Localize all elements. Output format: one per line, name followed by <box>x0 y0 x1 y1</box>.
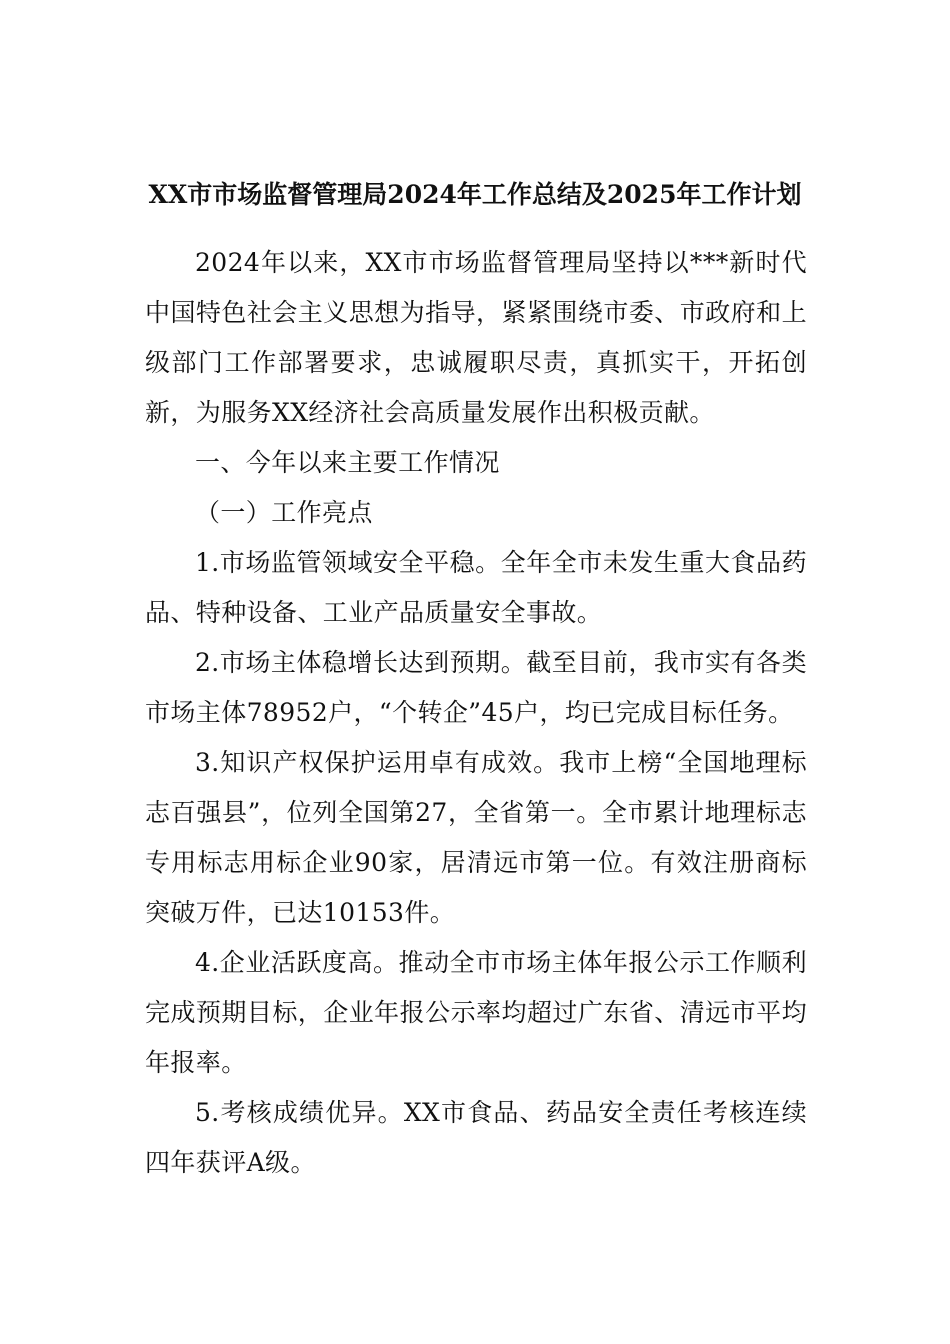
highlight-item-2: 2.市场主体稳增长达到预期。截至目前，我市实有各类市场主体78952户，“个转企”45户，均已完成目标任务。 <box>145 648 807 727</box>
highlight-item-4: 4.企业活跃度高。推动全市市场主体年报公示工作顺利完成预期目标，企业年报公示率均超过广东省、清远市平均年报率。 <box>145 948 807 1077</box>
highlight-item-1: 1.市场监管领域安全平稳。全年全市未发生重大食品药品、特种设备、工业产品质量安全事故。 <box>145 548 807 627</box>
section-heading-main-work: 一、今年以来主要工作情况 <box>195 448 500 477</box>
document-title: XX市市场监督管理局2024年工作总结及2025年工作计划 <box>148 179 802 209</box>
subsection-heading-highlights: （一）工作亮点 <box>195 498 373 527</box>
highlight-item-5: 5.考核成绩优异。XX市食品、药品安全责任考核连续四年获评A级。 <box>145 1098 807 1177</box>
highlight-item-3: 3.知识产权保护运用卓有成效。我市上榜“全国地理标志百强县”，位列全国第27，全省第一。全市累计地理标志专用标志用标企业90家，居清远市第一位。有效注册商标突破万件，已达10153件。 <box>145 748 807 927</box>
intro-paragraph: 2024年以来，XX市市场监督管理局坚持以***新时代中国特色社会主义思想为指导，紧紧围绕市委、市政府和上级部门工作部署要求，忠诚履职尽责，真抓实干，开拓创新，为服务XX经济社会高质量发展作出积极贡献。 <box>145 248 807 427</box>
document-body <box>145 238 807 1188</box>
